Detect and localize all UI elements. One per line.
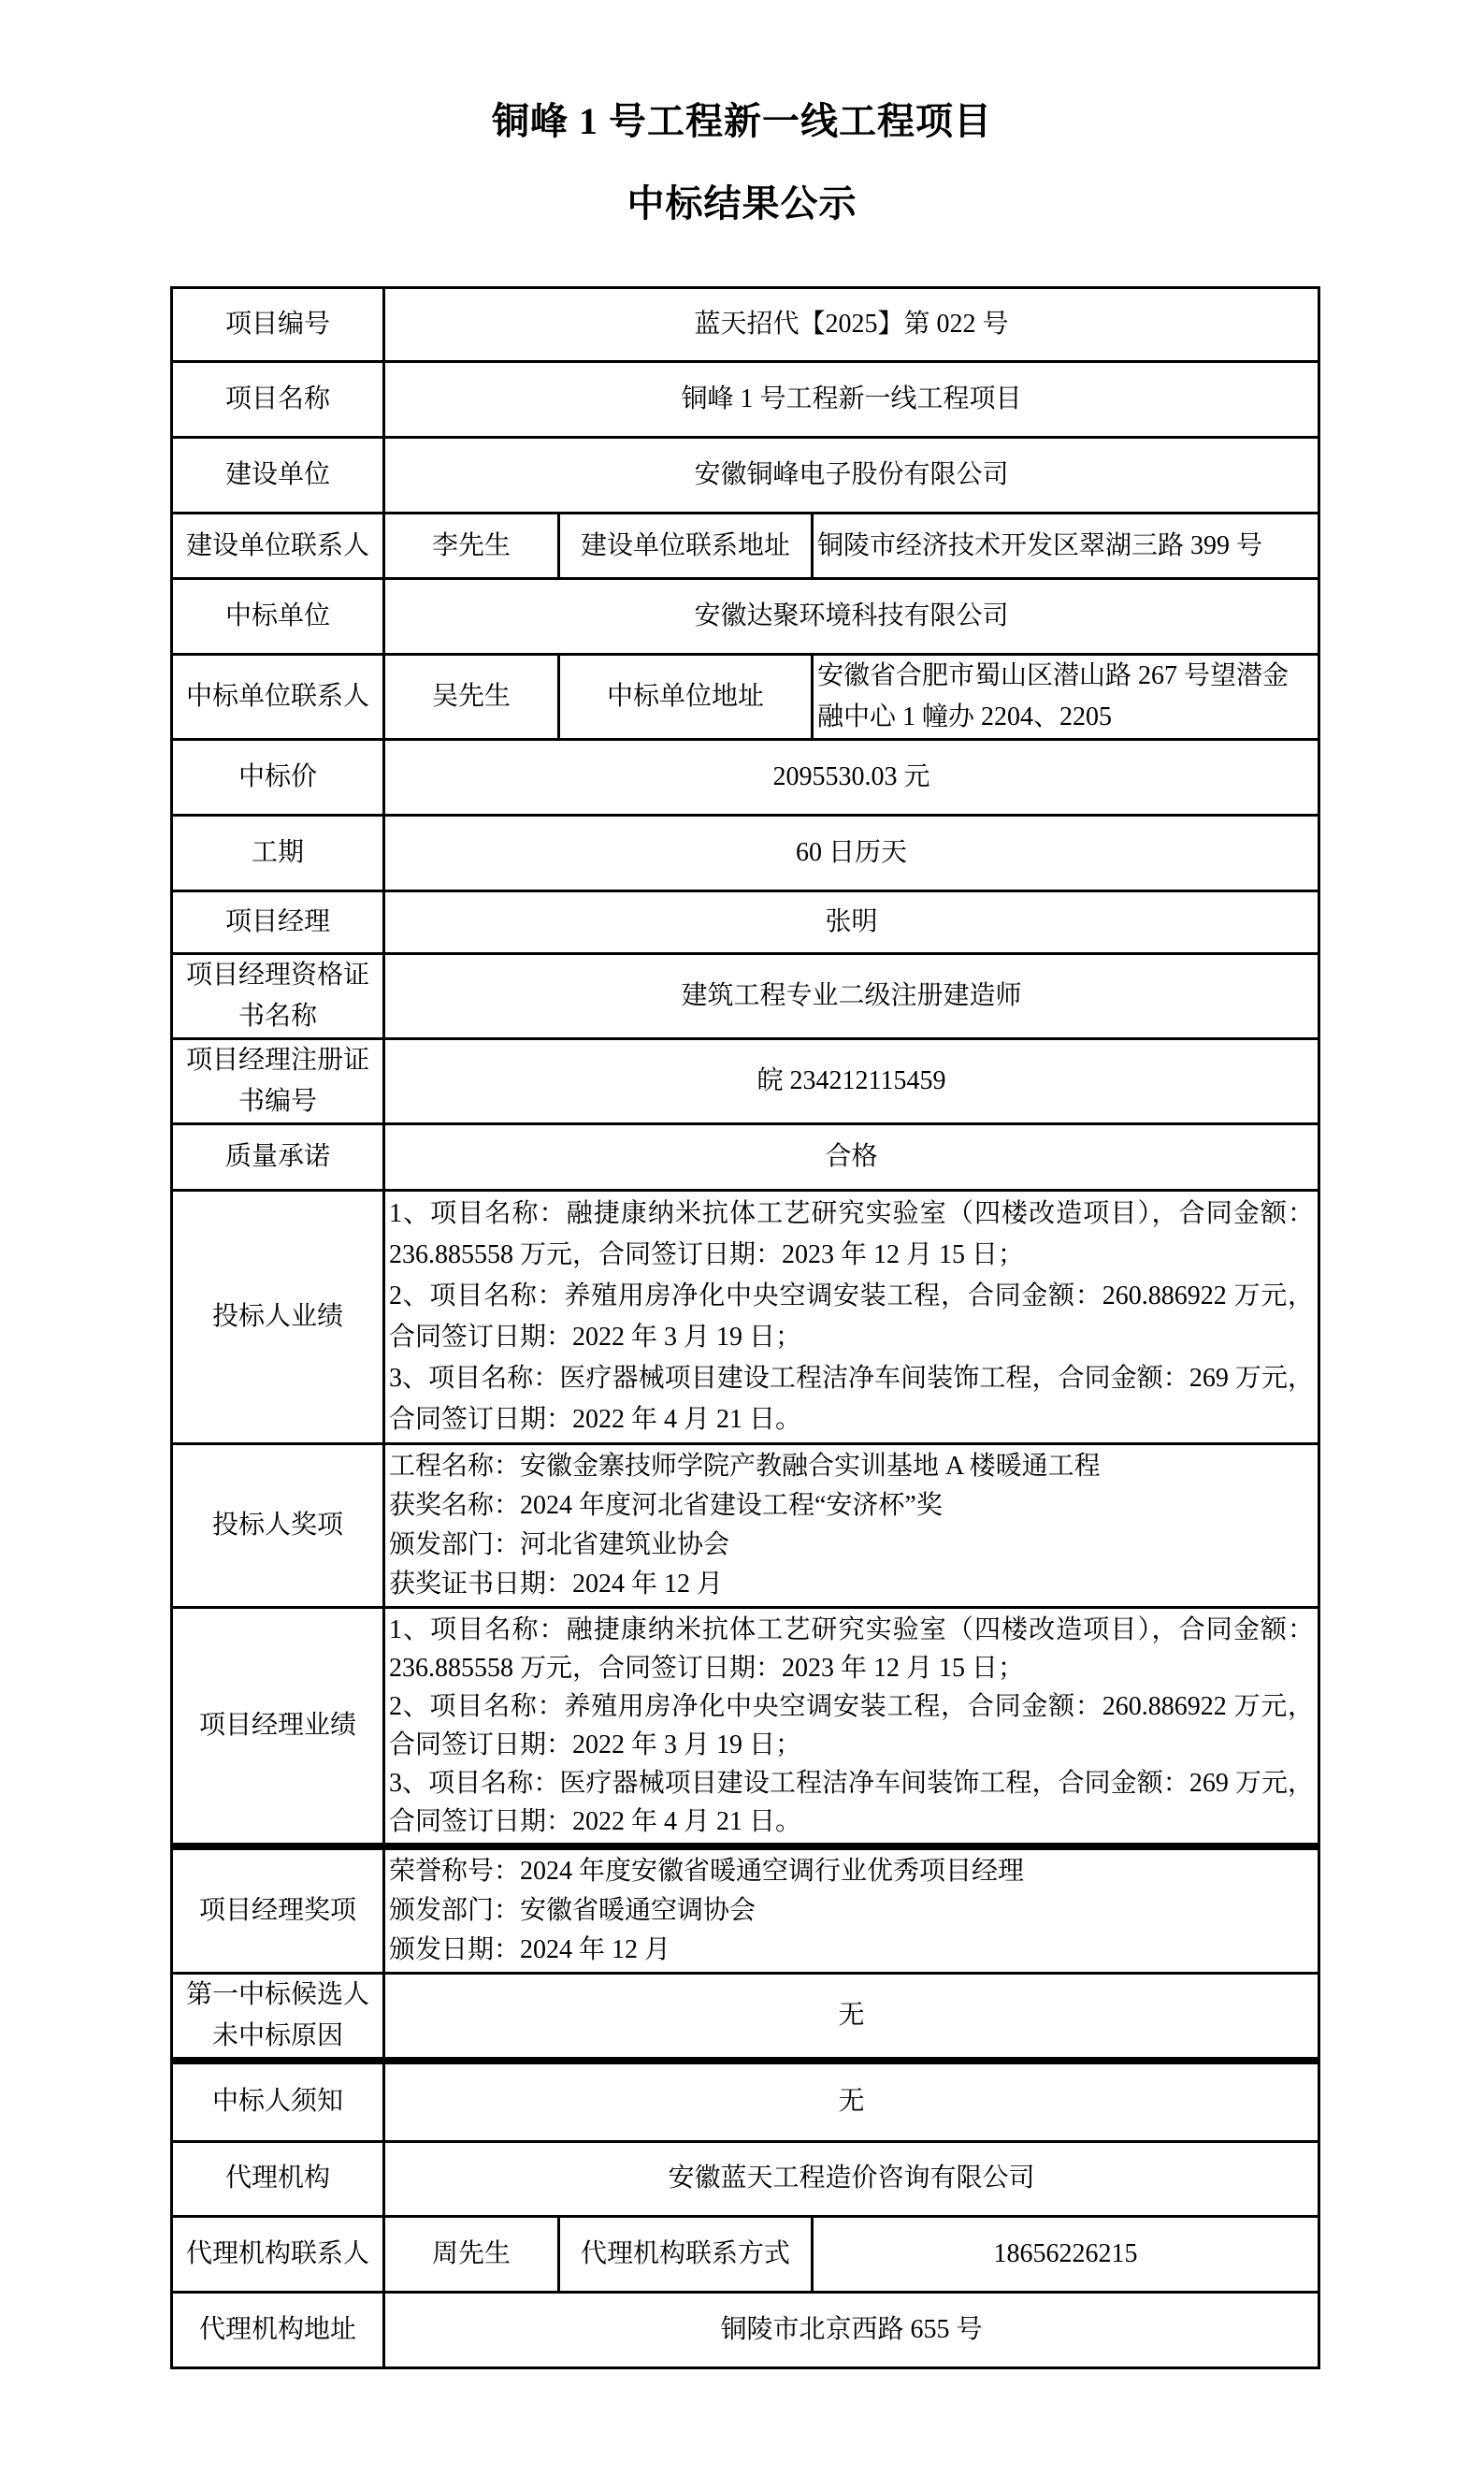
row-project-no (172, 288, 1319, 362)
winner-notice-label: 中标人须知 (172, 2061, 384, 2141)
first-candidate-fail-reason-value: 无 (384, 1974, 1319, 2062)
pm-award-line: 颁发部门：安徽省暖通空调协会 (389, 1896, 756, 1925)
row-first-candidate-fail-reason (172, 1974, 1319, 2062)
bidder-award-line: 获奖证书日期：2024 年 12 月 (389, 1570, 724, 1599)
pm-achievement-item: 1、项目名称：融捷康纳米抗体工艺研究实验室（四楼改造项目），合同金额：236.885558 万元，合同签订日期：2023 年 12 月 15 日； (389, 1615, 1315, 1683)
project-manager-value: 张明 (384, 891, 1319, 954)
agency-address-value: 铜陵市北京西路 655 号 (384, 2292, 1319, 2367)
row-winner-notice (172, 2061, 1319, 2141)
project-no-value: 蓝天招代【2025】第 022 号 (384, 288, 1319, 362)
pm-awards-value (384, 1846, 1319, 1974)
owner-value: 安徽铜峰电子股份有限公司 (384, 438, 1319, 514)
bid-price-label: 中标价 (172, 740, 384, 816)
row-duration (172, 816, 1319, 891)
bidder-achievement-item: 1、项目名称：融捷康纳米抗体工艺研究实验室（四楼改造项目），合同金额：236.885558 万元，合同签订日期：2023 年 12 月 15 日； (389, 1199, 1315, 1269)
bid-price-value: 2095530.03 元 (384, 740, 1319, 816)
winner-label: 中标单位 (172, 579, 384, 655)
quality-promise-label: 质量承诺 (172, 1124, 384, 1191)
row-owner (172, 438, 1319, 514)
document-title-line1: 铜峰 1 号工程新一线工程项目 (492, 100, 992, 142)
pm-award-line: 荣誉称号：2024 年度安徽省暖通空调行业优秀项目经理 (389, 1857, 1025, 1886)
pm-cert-no-label: 项目经理注册证书编号 (172, 1039, 384, 1124)
winner-notice-value: 无 (384, 2061, 1319, 2141)
bidder-awards-label: 投标人奖项 (172, 1444, 384, 1608)
bidder-achievement-item: 3、项目名称：医疗器械项目建设工程洁净车间装饰工程，合同金额：269 万元，合同签订日期：2022 年 4 月 21 日。 (389, 1364, 1315, 1434)
row-pm-awards (172, 1846, 1319, 1974)
project-name-value: 铜峰 1 号工程新一线工程项目 (384, 362, 1319, 438)
row-owner-contact (172, 514, 1319, 579)
row-agency (172, 2141, 1319, 2216)
agency-contact-label: 代理机构联系人 (172, 2216, 384, 2292)
row-agency-contact (172, 2216, 1319, 2292)
owner-address-value: 铜陵市经济技术开发区翠湖三路 399 号 (813, 514, 1319, 579)
winner-contact-label: 中标单位联系人 (172, 655, 384, 740)
agency-phone-value: 18656226215 (813, 2216, 1319, 2292)
bidder-award-line: 获奖名称：2024 年度河北省建设工程“安济杯”奖 (389, 1491, 943, 1520)
agency-phone-label: 代理机构联系方式 (559, 2216, 813, 2292)
winner-value: 安徽达聚环境科技有限公司 (384, 579, 1319, 655)
agency-contact-name: 周先生 (384, 2216, 559, 2292)
owner-address-label: 建设单位联系地址 (559, 514, 813, 579)
owner-contact-name: 李先生 (384, 514, 559, 579)
project-no-label: 项目编号 (172, 288, 384, 362)
quality-promise-value: 合格 (384, 1124, 1319, 1191)
bidder-award-line: 颁发部门：河北省建筑业协会 (389, 1530, 730, 1559)
row-winner-contact (172, 655, 1319, 740)
agency-value: 安徽蓝天工程造价咨询有限公司 (384, 2141, 1319, 2216)
row-bidder-awards (172, 1444, 1319, 1608)
duration-value: 60 日历天 (384, 816, 1319, 891)
first-candidate-fail-reason-label: 第一中标候选人未中标原因 (172, 1974, 384, 2062)
winner-contact-name: 吴先生 (384, 655, 559, 740)
agency-label: 代理机构 (172, 2141, 384, 2216)
pm-cert-name-label: 项目经理资格证书名称 (172, 954, 384, 1039)
project-name-label: 项目名称 (172, 362, 384, 438)
owner-label: 建设单位 (172, 438, 384, 514)
pm-cert-no-value: 皖 234212115459 (384, 1039, 1319, 1124)
row-project-manager (172, 891, 1319, 954)
row-pm-cert-no (172, 1039, 1319, 1124)
pm-achievements-label: 项目经理业绩 (172, 1608, 384, 1847)
pm-cert-name-value: 建筑工程专业二级注册建造师 (384, 954, 1319, 1039)
row-winner (172, 579, 1319, 655)
document-title-line2: 中标结果公示 (627, 182, 857, 224)
row-bid-price (172, 740, 1319, 816)
winner-address-value: 安徽省合肥市蜀山区潜山路 267 号望潜金融中心 1 幢办 2204、2205 (813, 655, 1319, 740)
row-agency-address (172, 2292, 1319, 2367)
row-bidder-achievements (172, 1191, 1319, 1444)
bidder-achievements-value (384, 1191, 1319, 1444)
pm-award-line: 颁发日期：2024 年 12 月 (389, 1935, 671, 1964)
pm-achievement-item: 3、项目名称：医疗器械项目建设工程洁净车间装饰工程，合同金额：269 万元，合同签订日期：2022 年 4 月 21 日。 (389, 1769, 1315, 1836)
agency-address-label: 代理机构地址 (172, 2292, 384, 2367)
pm-awards-label: 项目经理奖项 (172, 1846, 384, 1974)
bid-result-table (170, 286, 1320, 2369)
bidder-achievements-label: 投标人业绩 (172, 1191, 384, 1444)
bidder-achievement-item: 2、项目名称：养殖用房净化中央空调安装工程，合同金额：260.886922 万元，合同签订日期：2022 年 3 月 19 日； (389, 1281, 1315, 1352)
row-project-name (172, 362, 1319, 438)
row-quality-promise (172, 1124, 1319, 1191)
bidder-awards-value (384, 1444, 1319, 1608)
row-pm-cert-name (172, 954, 1319, 1039)
row-pm-achievements (172, 1608, 1319, 1847)
winner-address-label: 中标单位地址 (559, 655, 813, 740)
pm-achievements-value (384, 1608, 1319, 1847)
pm-achievement-item: 2、项目名称：养殖用房净化中央空调安装工程，合同金额：260.886922 万元，合同签订日期：2022 年 3 月 19 日； (389, 1692, 1315, 1759)
owner-contact-label: 建设单位联系人 (172, 514, 384, 579)
bidder-award-line: 工程名称：安徽金寨技师学院产教融合实训基地 A 楼暖通工程 (389, 1452, 1101, 1481)
project-manager-label: 项目经理 (172, 891, 384, 954)
duration-label: 工期 (172, 816, 384, 891)
